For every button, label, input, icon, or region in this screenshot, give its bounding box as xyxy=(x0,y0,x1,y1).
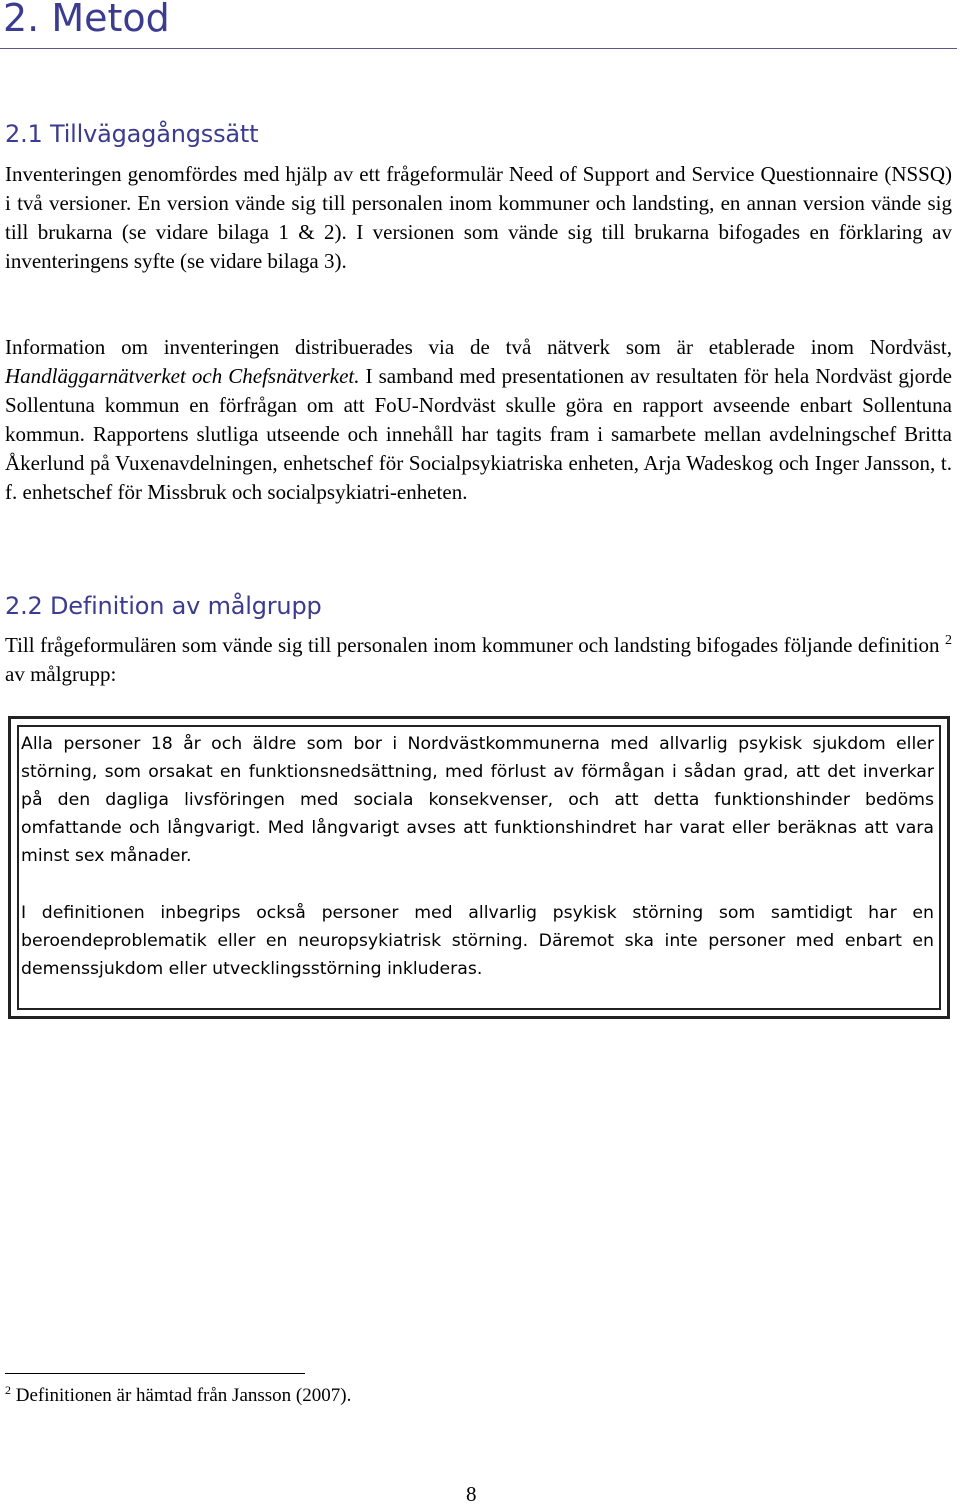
footnote-reference[interactable]: 2 xyxy=(945,633,952,648)
paragraph-method-2 xyxy=(5,333,952,507)
footnote-text: Definitionen är hämtad från Jansson (2007). xyxy=(11,1385,352,1406)
chapter-divider xyxy=(0,48,957,49)
section-title-definition: 2.2 Definition av målgrupp xyxy=(5,592,322,620)
chapter-title: 2. Metod xyxy=(3,0,170,40)
paragraph-text: Till frågeformulären som vände sig till personalen inom kommuner och landsting bifogades följande definition xyxy=(5,633,940,657)
footnote-separator xyxy=(5,1373,305,1374)
definition-paragraph-1: Alla personer 18 år och äldre som bor i Nordvästkommunerna med allvarlig psykisk sjukdom eller störning, som orsakat en funktionsnedsättning, med förlust av förmågan i sådan grad, att det inverkar på den dagliga livsföringen med sociala konsekvenser, och att detta funktionshinder bedöms omfattande och långvarigt. Med långvarigt avses att funktionshindret har varat eller beräknas att vara minst sex månader. xyxy=(21,734,934,866)
paragraph-definition-intro xyxy=(5,631,952,689)
page-number: 8 xyxy=(466,1482,477,1506)
footnote xyxy=(5,1384,351,1408)
section-title-tillvagagangssatt: 2.1 Tillvägagångssätt xyxy=(5,120,259,148)
definition-paragraph-2: I definitionen inbegrips också personer med allvarlig psykisk störning som samtidigt har en beroendeproblematik eller en neuropsykiatrisk störning. Däremot ska inte personer med enbart en demenssjukdom eller utvecklingsstörning inkluderas. xyxy=(21,903,934,979)
paragraph-text: av målgrupp: xyxy=(5,662,117,686)
paragraph-method-1: Inventeringen genomfördes med hjälp av ett frågeformulär Need of Support and Service Questionnaire (NSSQ) i två versioner. En version vände sig till personalen inom kommuner och landsting, en annan version vände sig till brukarna (se vidare bilaga 1 & 2). I versionen som vände sig till brukarna bifogades en förklaring av inventeringens syfte (se vidare bilaga 3). xyxy=(5,162,952,273)
paragraph-text: I samband med presentationen av resultaten för hela Nordväst gjorde Sollentuna kommun en förfrågan om att FoU-Nordväst skulle göra en rapport avseende enbart Sollentuna kommun. Rapportens slutliga utseende och innehåll har tagits fram i samarbete mellan avdelningschef Britta Åkerlund på Vuxenavdelningen, enhetschef för Socialpsykiatriska enheten, Arja Wadeskog och Inger Jansson, t. f. enhetschef för Missbruk och socialpsykiatri-enheten. xyxy=(5,364,952,504)
paragraph-text: Information om inventeringen distribuerades via de två nätverk som är etablerade inom Nordväst, xyxy=(5,335,952,359)
footnote-number: 2 xyxy=(5,1383,11,1397)
network-names: Handläggarnätverket och Chefsnätverket. xyxy=(5,364,360,388)
